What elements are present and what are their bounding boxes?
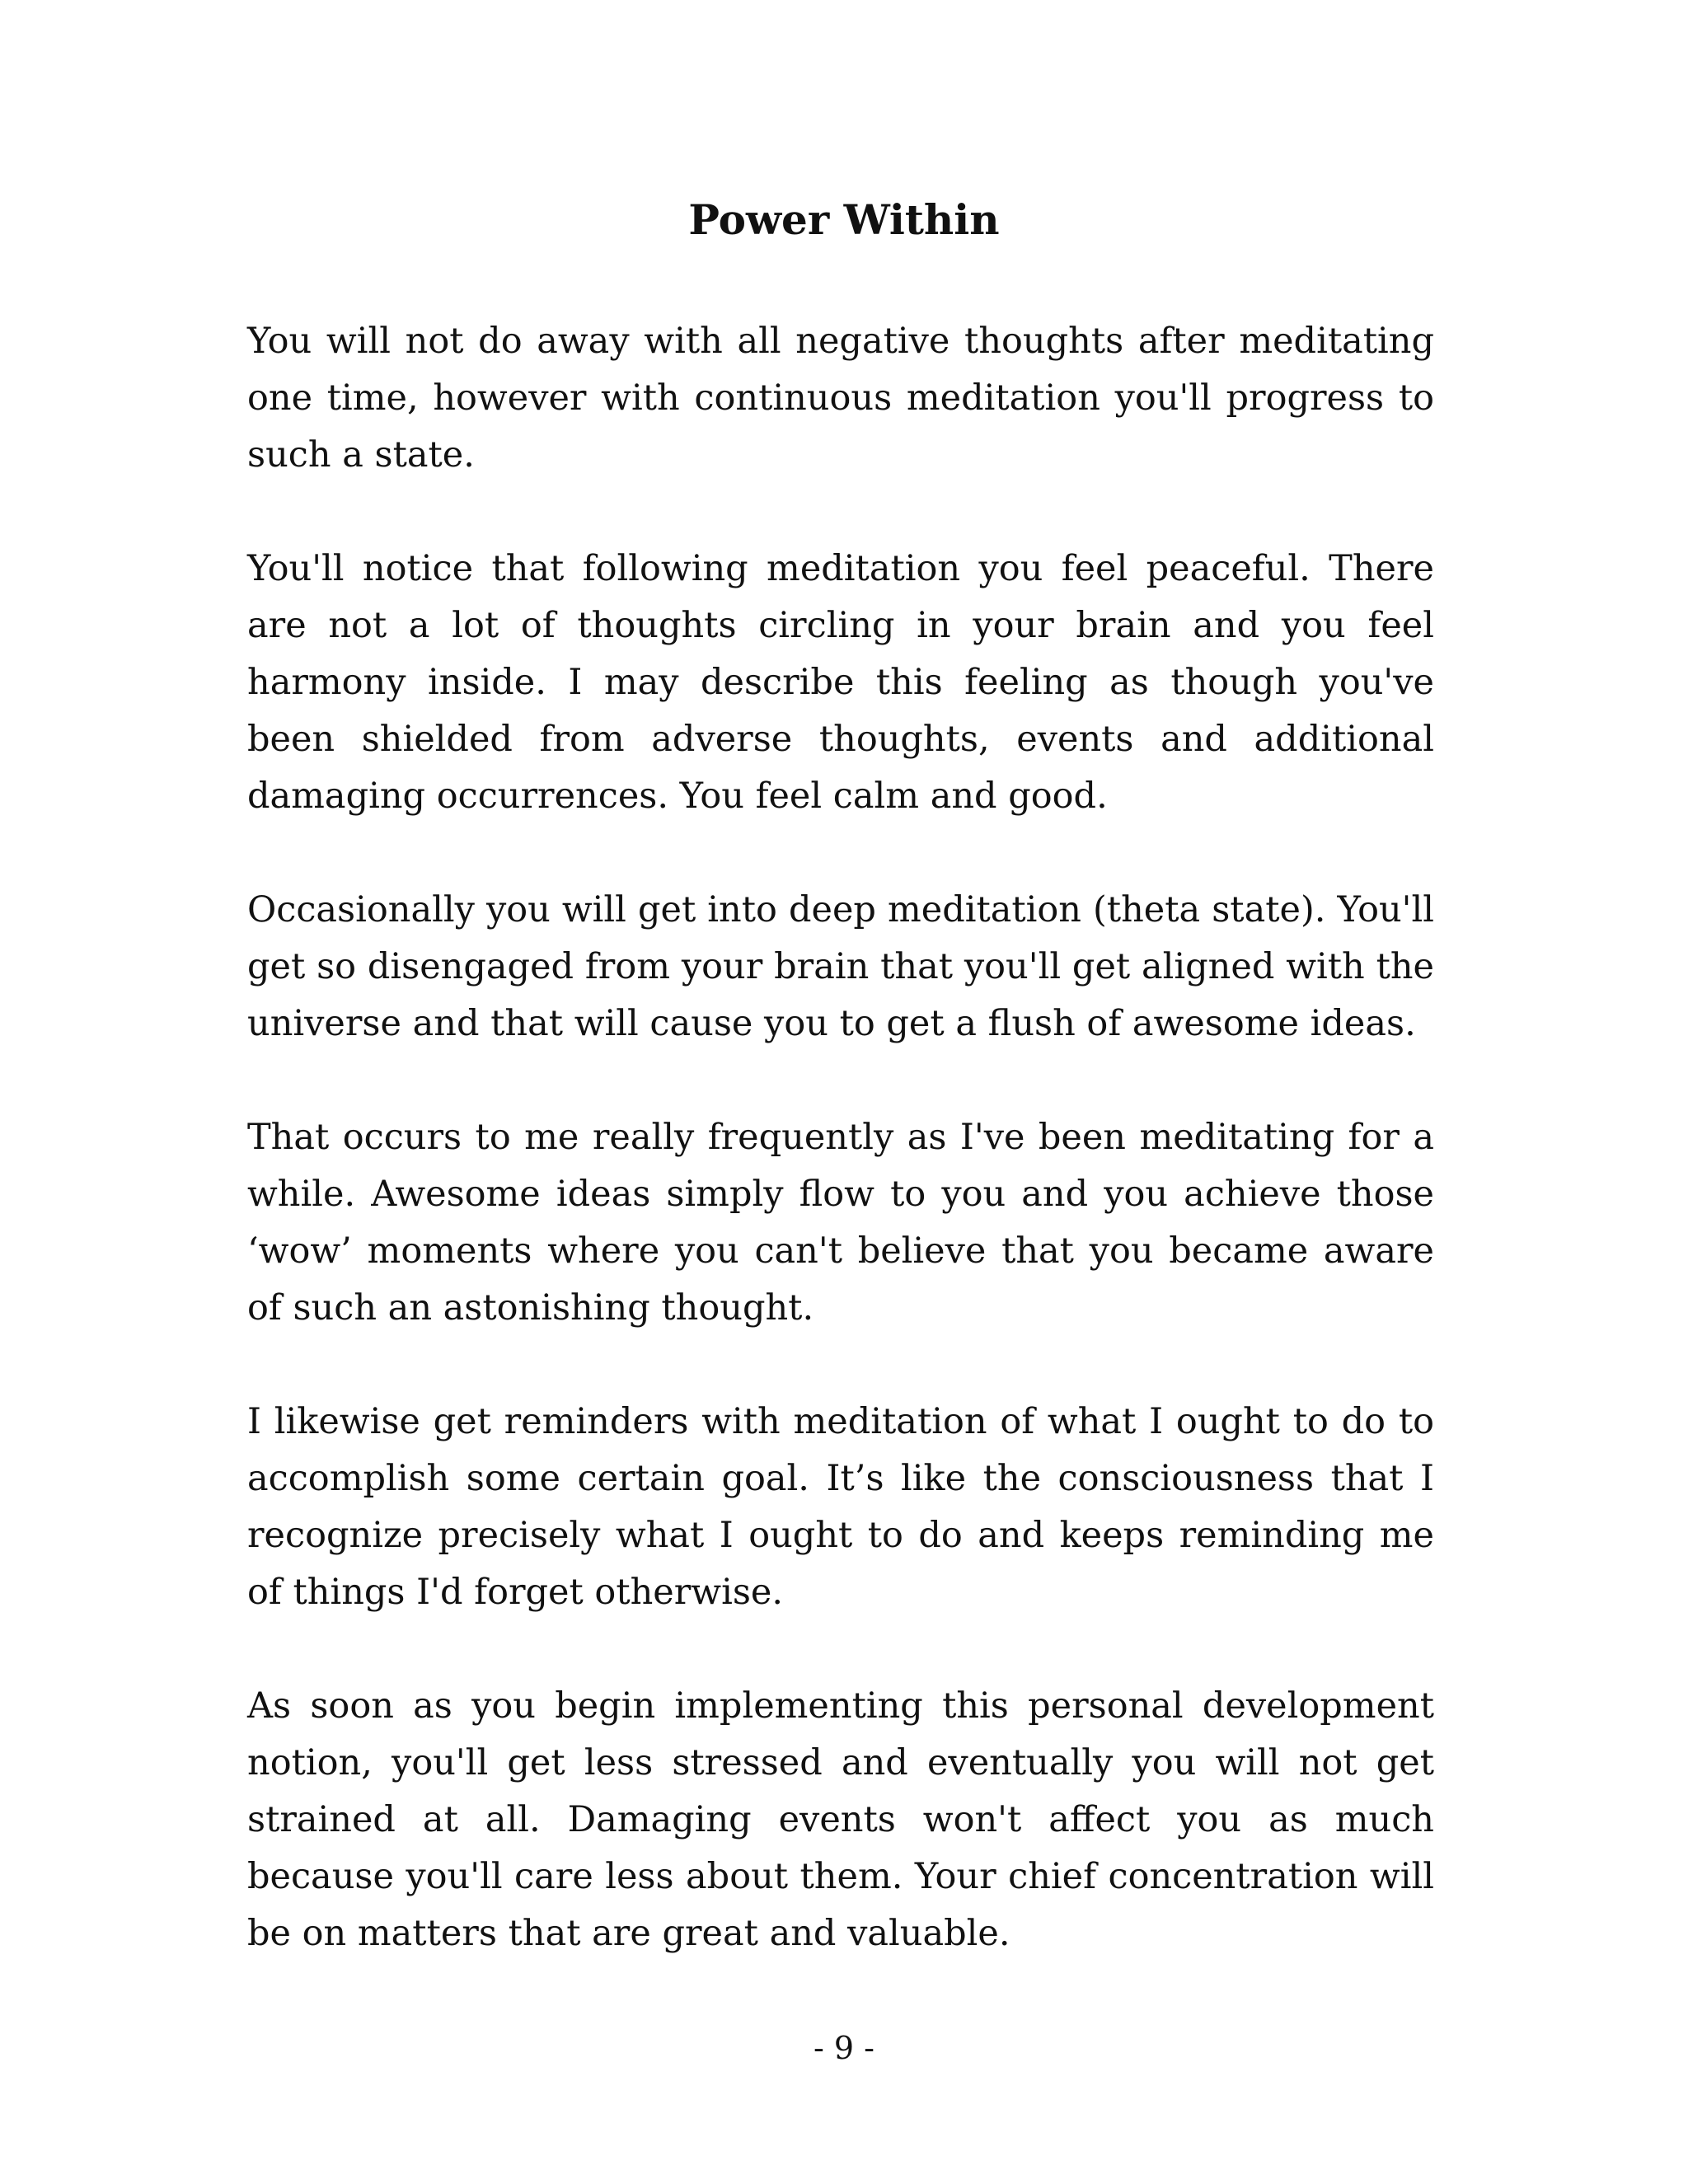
page-title: Power Within bbox=[688, 195, 1000, 244]
paragraph-5: I likewise get reminders with meditation of what I ought to do to accomplish some certain goal. It’s like the consciousness that I recognize precisely what I ought to do and keeps reminding me of things I'd forget otherwise. bbox=[247, 1401, 1434, 1613]
paragraph-2: You'll notice that following meditation you feel peaceful. There are not a lot of thoughts circling in your brain and you feel harmony inside. I may describe this feeling as though you've been shielded from adverse thoughts, events and additional damaging occurrences. You feel calm and good. bbox=[247, 548, 1434, 817]
paragraph-1: You will not do away with all negative thoughts after meditating one time, however with continuous meditation you'll progress to such a state. bbox=[247, 321, 1434, 476]
page-number: - 9 - bbox=[813, 2030, 874, 2066]
body-text bbox=[247, 313, 1434, 2019]
paragraph-6: As soon as you begin implementing this personal development notion, you'll get less stressed and eventually you will not get strained at all. Damaging events won't affect you as much because you'll care less about them. Your chief concentration will be on matters that are great and valuable. bbox=[247, 1685, 1434, 1954]
paragraph-4: That occurs to me really frequently as I've been meditating for a while. Awesome ideas simply flow to you and you achieve those ‘wow’ moments where you can't believe that you became aware of such an astonishing thought. bbox=[247, 1117, 1434, 1329]
paragraph-3: Occasionally you will get into deep meditation (theta state). You'll get so disengaged from your brain that you'll get aligned with the universe and that will cause you to get a flush of awesome ideas. bbox=[247, 889, 1434, 1044]
